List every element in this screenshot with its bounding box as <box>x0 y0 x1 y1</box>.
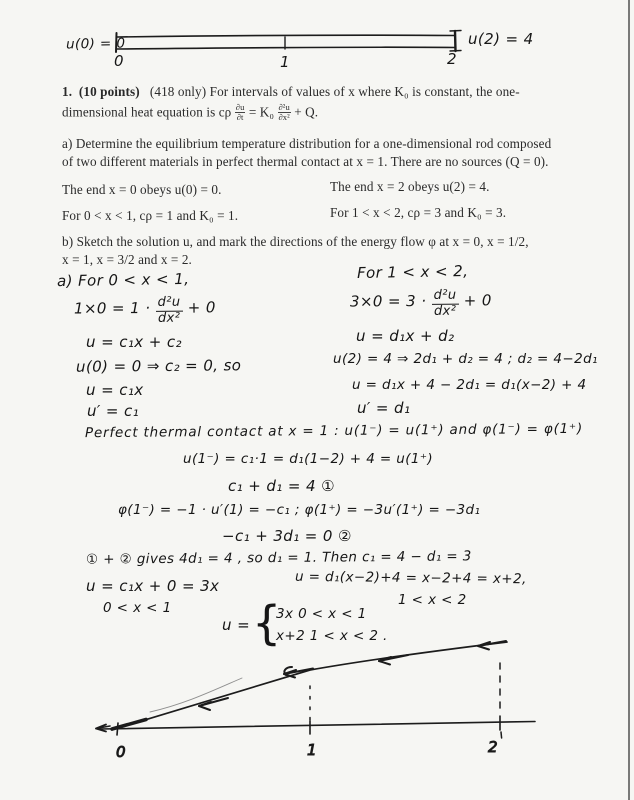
solution-curve <box>112 642 507 730</box>
final-answer-lhs: u = <box>222 616 251 634</box>
work-left-u: u = c₁x + 0 = 3x <box>86 577 220 595</box>
graph-label-2: 2 <box>488 738 498 756</box>
rod-right-cap <box>455 31 456 51</box>
ode-prefix: 1×0 = 1 · <box>73 298 151 318</box>
problem-intro: For intervals of values of x where K₀ is constant, the one- <box>209 84 520 99</box>
final-answer-bottom: x+2 1 < x < 2 . <box>276 628 388 644</box>
fraction-d2u-dx2 <box>278 103 291 123</box>
final-answer-top: 3x 0 < x < 1 <box>276 606 367 622</box>
work-a-general: u = c₁x + c₂ <box>86 333 182 351</box>
work-right-domain: 1 < x < 2 <box>398 592 467 608</box>
rod-left-bc-label: u(0) = 0 <box>65 35 126 53</box>
scan-edge-artifact <box>628 0 630 800</box>
ode-suffix: + 0 <box>187 298 216 317</box>
rod-tick-1: 1 <box>280 53 290 71</box>
work-contact-line: Perfect thermal contact at x = 1 : u(1⁻) = u(1⁺) and φ(1⁻) = φ(1⁺) <box>84 420 584 442</box>
work-a-u: u = c₁x <box>86 381 144 399</box>
flow-arrowhead-icon <box>284 670 296 678</box>
work-b-uprime: u′ = d₁ <box>357 399 411 417</box>
rod-tick-0: 0 <box>114 52 124 70</box>
stray-pencil-line <box>150 678 242 712</box>
fraction-numerator: ∂u <box>235 102 245 112</box>
fact-end-2: The end x = 2 obeys u(2) = 4. <box>330 179 490 194</box>
equation-suffix: + Q. <box>294 104 319 120</box>
problem-number: 1. <box>62 84 73 99</box>
handwritten-fraction <box>155 296 182 327</box>
problem-heading <box>62 84 520 100</box>
ode-suffix: + 0 <box>463 291 492 310</box>
graph-label-0: 0 <box>116 743 126 761</box>
part-a-line1: a) Determine the equilibrium temperature distribution for a one-dimensional rod composed <box>62 136 552 151</box>
rod-tick-2: 2 <box>447 50 457 68</box>
problem-only: (418 only) <box>149 84 207 99</box>
work-b-bc: u(2) = 4 ⇒ 2d₁ + d₂ = 4 ; d₂ = 4−2d₁ <box>333 351 598 367</box>
fact-mat-2: For 1 < x < 2, cρ = 3 and K₀ = 3. <box>330 205 507 220</box>
work-b-general: u = d₁x + d₂ <box>356 327 455 345</box>
rod-bottom-line <box>117 47 455 49</box>
axis-left-arrowhead-icon <box>96 725 106 732</box>
rod-right-cap-serifs <box>450 31 461 52</box>
work-match-flux: φ(1⁻) = −1 · u′(1) = −c₁ ; φ(1⁺) = −3u′(1⁺) = −3d₁ <box>118 502 481 518</box>
flow-arrow-x1.5 <box>379 655 408 661</box>
part-b-line2: x = 1, x = 3/2 and x = 2. <box>62 252 192 267</box>
problem-points: (10 points) <box>78 84 140 99</box>
work-eq-circled-1: c₁ + d₁ = 4 ① <box>228 477 335 495</box>
work-a-ode <box>74 295 216 327</box>
flow-arrow-x1 <box>284 667 313 675</box>
flow-arrows <box>199 641 506 710</box>
fraction-denominator: dx² <box>433 303 457 319</box>
fraction-du-dt <box>235 103 246 123</box>
equation-mid: = K₀ <box>248 104 275 120</box>
x-axis <box>100 722 535 730</box>
fraction-numerator: d²u <box>155 296 182 312</box>
curve-origin-bold-stroke <box>112 720 146 730</box>
fraction-denominator: ∂t <box>236 112 244 123</box>
work-a-header: a) For 0 < x < 1, <box>56 269 190 291</box>
fraction-numerator: ∂²u <box>278 102 290 112</box>
part-b-line1: b) Sketch the solution u, and mark the directions of the energy flow φ at x = 0, x = 1/2, <box>62 234 529 249</box>
fraction-denominator: ∂x² <box>278 112 290 123</box>
work-b-ode <box>350 288 492 320</box>
flow-arrowhead-icon <box>478 642 490 650</box>
fact-mat-1: For 0 < x < 1, cρ = 1 and K₀ = 1. <box>62 208 239 223</box>
part-a-line2: of two different materials in perfect thermal contact at x = 1. There are no sources (Q = 0). <box>62 154 549 169</box>
flow-arrowhead-icon <box>379 657 391 665</box>
flow-arrow-x2 <box>478 641 506 646</box>
axis-left-extension <box>96 726 110 729</box>
equation-prefix: dimensional heat equation is cρ <box>62 104 232 120</box>
work-solve-line: ① + ② gives 4d₁ = 4 , so d₁ = 1. Then c₁ = 4 − d₁ = 3 <box>85 548 472 568</box>
work-left-domain: 0 < x < 1 <box>103 600 172 616</box>
flow-arrowhead-icon <box>199 702 211 710</box>
work-match-u: u(1⁻) = c₁·1 = d₁(1−2) + 4 = u(1⁺) <box>183 451 434 467</box>
rod-sketch <box>116 31 461 53</box>
rod-top-line <box>117 35 455 37</box>
work-right-u: u = d₁(x−2)+4 = x−2+4 = x+2, <box>294 568 527 588</box>
work-a-bc: u(0) = 0 ⇒ c₂ = 0, so <box>75 356 242 376</box>
ode-prefix: 3×0 = 3 · <box>349 291 427 311</box>
dashed-guide-x2 <box>500 663 502 742</box>
final-answer-brace: { <box>252 596 282 650</box>
fact-end-0: The end x = 0 obeys u(0) = 0. <box>62 182 222 197</box>
solution-graph <box>96 641 535 761</box>
flow-arrow-x0.5 <box>199 698 228 706</box>
work-eq-circled-2: −c₁ + 3d₁ = 0 ② <box>222 527 352 545</box>
problem-equation-line <box>62 103 318 123</box>
fraction-denominator: dx² <box>157 310 181 326</box>
work-a-uprime: u′ = c₁ <box>87 402 140 420</box>
tick-0 <box>117 723 118 735</box>
fraction-numerator: d²u <box>431 289 458 305</box>
work-b-header: For 1 < x < 2, <box>356 262 469 282</box>
work-b-u: u = d₁x + 4 − 2d₁ = d₁(x−2) + 4 <box>352 377 587 393</box>
rod-right-bc-label: u(2) = 4 <box>468 30 534 48</box>
handwritten-fraction <box>431 289 458 320</box>
graph-label-1: 1 <box>307 741 317 759</box>
